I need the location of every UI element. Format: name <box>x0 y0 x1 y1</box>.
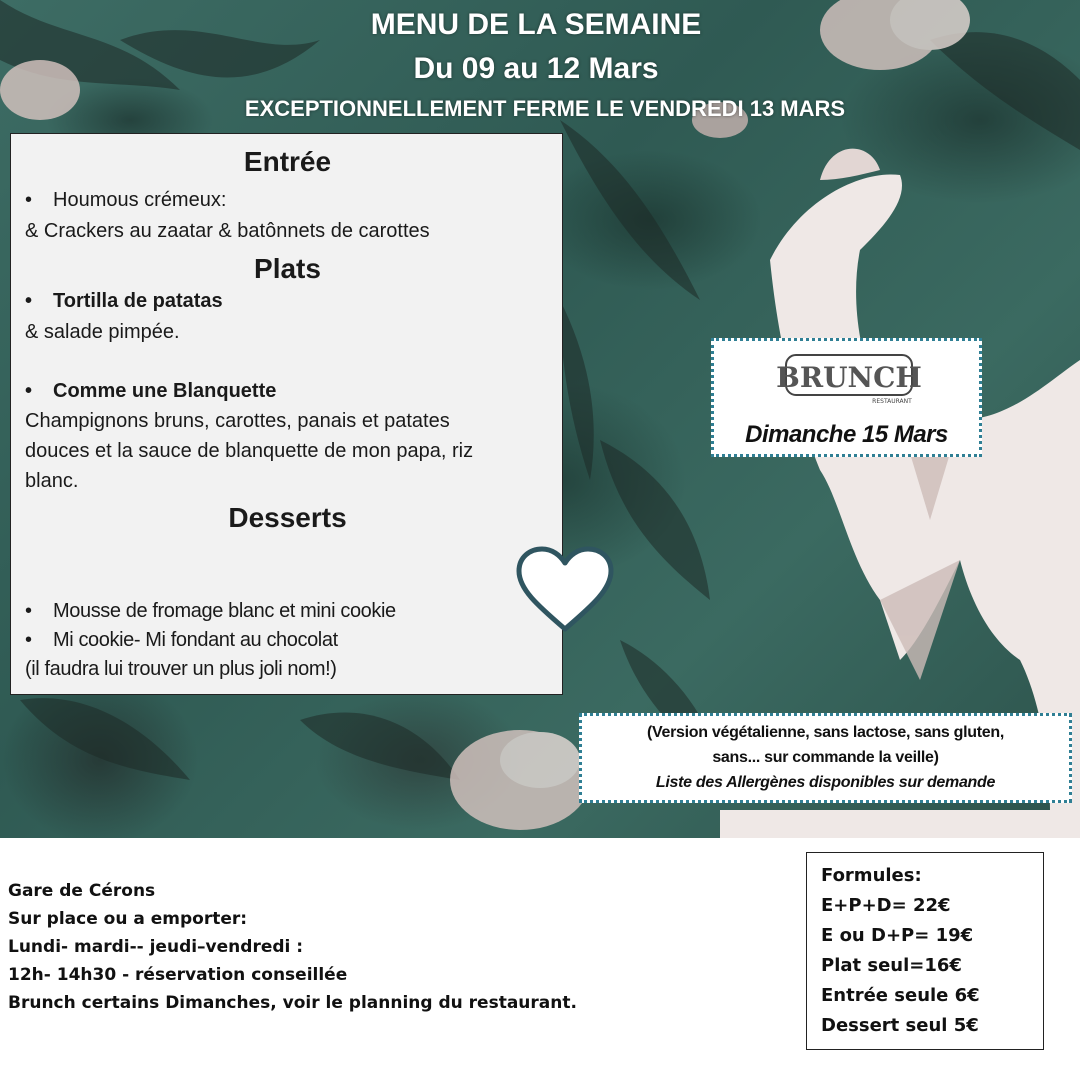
formules-box <box>806 852 1044 1050</box>
plat-item-2-detail-line: Champignons bruns, carottes, panais et patates <box>25 410 450 432</box>
plats-heading: Plats <box>254 253 321 284</box>
formule-item: Plat seul=16€ <box>821 955 962 976</box>
bullet-icon: • <box>25 189 33 211</box>
formules-title: Formules: <box>821 865 922 886</box>
diet-note-line: sans... sur commande la veille) <box>712 749 939 766</box>
dessert-item-2 <box>25 629 338 652</box>
plat-item-2-detail-line: douces et la sauce de blanquette de mon papa, riz <box>25 440 474 462</box>
bullet-icon: • <box>25 380 33 402</box>
bullet-icon: • <box>25 600 32 622</box>
bullet-icon: • <box>25 629 32 651</box>
closure-notice: EXCEPTIONNELLEMENT FERME LE VENDREDI 13 MARS <box>244 96 846 121</box>
info-line: Gare de Cérons <box>8 881 156 901</box>
entree-heading: Entrée <box>243 146 332 177</box>
bullet-icon: • <box>25 290 33 312</box>
dessert-item-1-label: Mousse de fromage blanc et mini cookie <box>53 600 396 622</box>
dessert-item-1 <box>25 600 396 623</box>
info-line: Brunch certains Dimanches, voir le planning du restaurant. <box>8 993 577 1013</box>
brunch-box <box>711 338 982 457</box>
formule-item: E ou D+P= 19€ <box>821 925 974 946</box>
info-line: 12h- 14h30 - réservation conseillée <box>8 965 348 985</box>
allergens-note: Liste des Allergènes disponibles sur demande <box>655 774 996 791</box>
entree-item <box>25 189 226 212</box>
diet-note-box <box>579 713 1072 803</box>
info-line: Lundi- mardi-- jeudi–vendredi : <box>8 937 304 957</box>
brunch-logo-sub: RESTAURANT <box>872 398 912 405</box>
formule-item: Dessert seul 5€ <box>821 1015 979 1036</box>
plat-item-1 <box>25 290 223 313</box>
date-range: Du 09 au 12 Mars <box>413 52 659 85</box>
plat-item-2 <box>25 380 276 403</box>
menu-box <box>10 133 563 695</box>
page-title: MENU DE LA SEMAINE <box>370 8 702 41</box>
diet-note-line: (Version végétalienne, sans lactose, sans gluten, <box>647 724 1004 741</box>
brunch-logo-icon <box>776 349 922 407</box>
brunch-logo-text: BRUNCH <box>776 361 922 394</box>
dessert-note: (il faudra lui trouver un plus joli nom!) <box>25 658 337 680</box>
plat-item-2-detail-line: blanc. <box>25 470 79 492</box>
formule-item: E+P+D= 22€ <box>821 895 951 916</box>
heart-icon <box>515 545 615 635</box>
restaurant-info <box>8 877 577 1017</box>
entree-item-label: Houmous crémeux: <box>53 189 227 211</box>
plat-item-2-label: Comme une Blanquette <box>53 380 277 402</box>
dessert-item-2-label: Mi cookie- Mi fondant au chocolat <box>53 629 338 651</box>
formule-item: Entrée seule 6€ <box>821 985 980 1006</box>
entree-detail: & Crackers au zaatar & batônnets de carottes <box>25 220 430 242</box>
desserts-heading: Desserts <box>228 502 347 533</box>
info-line: Sur place ou a emporter: <box>8 909 248 929</box>
brunch-date: Dimanche 15 Mars <box>745 421 948 448</box>
plat-item-1-label: Tortilla de patatas <box>53 290 223 312</box>
plat-item-1-detail: & salade pimpée. <box>25 321 180 343</box>
